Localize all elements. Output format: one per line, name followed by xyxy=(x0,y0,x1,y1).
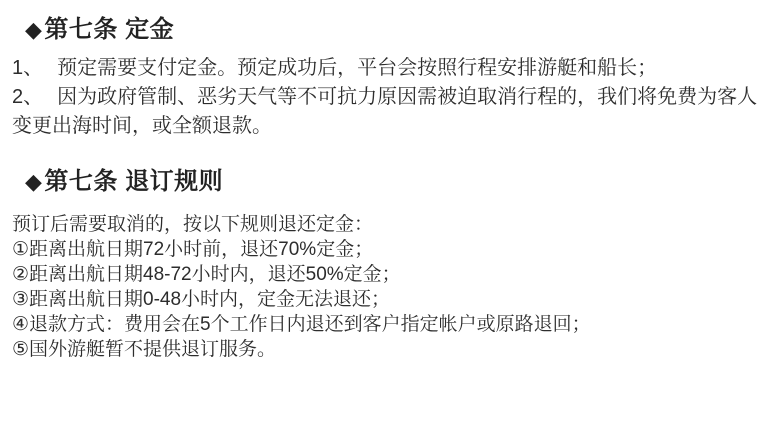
refund-section-heading xyxy=(0,141,770,198)
refund-rules-list xyxy=(0,198,770,362)
deposit-terms-list xyxy=(0,46,770,141)
refund-rule-item: ④退款方式：费用会在5个工作日内退还到客户指定帐户或原路退回； xyxy=(12,314,591,335)
refund-rule-item: ①距离出航日期72小时前，退还70%定金； xyxy=(12,239,374,260)
item-number: 2、 xyxy=(12,86,44,108)
refund-rules-intro: 预订后需要取消的，按以下规则退还定金： xyxy=(12,214,374,235)
deposit-term-text: 预定需要支付定金。预定成功后，平台会按照行程安排游艇和船长； xyxy=(57,57,658,79)
deposit-term-item xyxy=(12,83,758,141)
item-number: 1、 xyxy=(12,57,44,79)
diamond-bullet-icon: ◆ xyxy=(25,17,43,42)
deposit-term-text: 因为政府管制、恶劣天气等不可抗力原因需被迫取消行程的，我们将免费为客人变更出海时间，或全额退款。 xyxy=(12,86,758,137)
refund-rule-item: ③距离出航日期0-48小时内，定金无法退还； xyxy=(12,289,391,310)
diamond-bullet-icon: ◆ xyxy=(25,169,43,194)
refund-section-title: 第七条 退订规则 xyxy=(44,168,224,195)
deposit-section-heading xyxy=(0,0,770,46)
deposit-section-title: 第七条 定金 xyxy=(44,16,175,43)
refund-rule-item: ⑤国外游艇暂不提供退订服务。 xyxy=(12,339,277,360)
deposit-term-item xyxy=(12,54,758,83)
refund-rule-item: ②距离出航日期48-72小时内，退还50%定金； xyxy=(12,264,401,285)
